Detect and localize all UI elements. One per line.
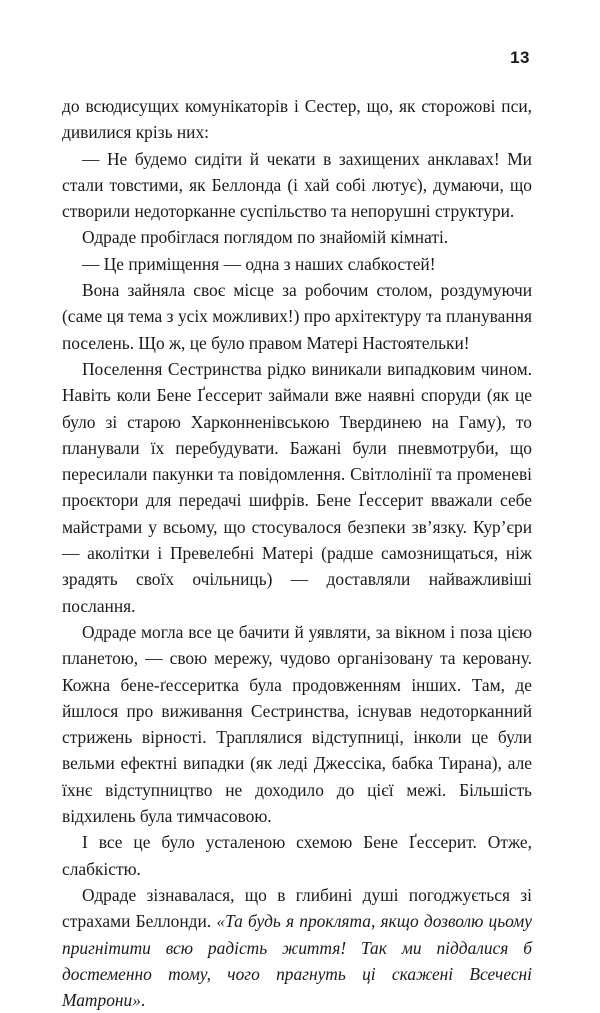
body-text: [62, 93, 532, 1013]
paragraph: — Це приміщення — одна з наших слабкостей!: [82, 253, 436, 274]
paragraph: Поселення Сестринства рідко виникали випадковим чином. Навіть коли Бене Ґессерит займали вже наявні споруди (як це було зі старою Харконненівською Твердинею на Гаму), то планували їх перебудувати. Бажані були пневмотруби, що пересилали пакунки та повідомлення. Світлолінії та променеві проєктори для передачі шифрів. Бене Ґессерит вважали себе майстрами у всьому, що стосувалося безпеки зв’язку. Кур’єри — аколітки і Превелебні Матері (радше самознищаться, ніж зрадять своїх очільниць) — доставляли найважливіші послання.: [62, 358, 532, 616]
paragraph-tail: .: [140, 990, 146, 1011]
italic-quote: «Та будь я проклята, якщо дозволю цьому пригнітити всю радість життя! Так ми піддалися б достеменно тому, чого прагнуть ці скажені Всечесні Матрони»: [62, 911, 532, 1011]
page-number: 13: [510, 48, 530, 67]
paragraph: Одраде пробіглася поглядом по знайомій кімнаті.: [82, 227, 449, 248]
paragraph-with-quote: [62, 882, 532, 1013]
paragraph: до всюдисущих комунікаторів і Сестер, що, як сторожові пси, дивилися крізь них:: [62, 96, 532, 143]
paragraph: Вона зайняла своє місце за робочим столом, роздумуючи (саме ця тема з усіх можливих!) про архітектуру та планування поселень. Що ж, це було правом Матері Настоятельки!: [62, 280, 532, 353]
paragraph: — Не будемо сидіти й чекати в захищених анклавах! Ми стали товстими, як Беллонда (і хай собі лютує), думаючи, що створили недоторканне суспільство та непорушні структури.: [62, 148, 532, 222]
paragraph-lead: Одраде зізнавалася, що в глибині душі погоджується зі страхами Беллонди.: [62, 884, 532, 932]
paragraph: Одраде могла все це бачити й уявляти, за вікном і поза цією планетою, — свою мережу, чудово організовану та керовану. Кожна бене-ґессеритка була продовженням інших. Там, де йшлося про виживання Сестринства, існував недоторканний стрижень вірності. Траплялися відступниці, інколи це були вельми ефектні випадки (як леді Джессіка, бабка Тирана), але їхнє відступництво не доходило до цієї межі. Більшість відхилень була тимчасовою.: [62, 621, 532, 827]
paragraph: І все це було усталеною схемою Бене Ґессерит. Отже, слабкістю.: [62, 832, 532, 879]
